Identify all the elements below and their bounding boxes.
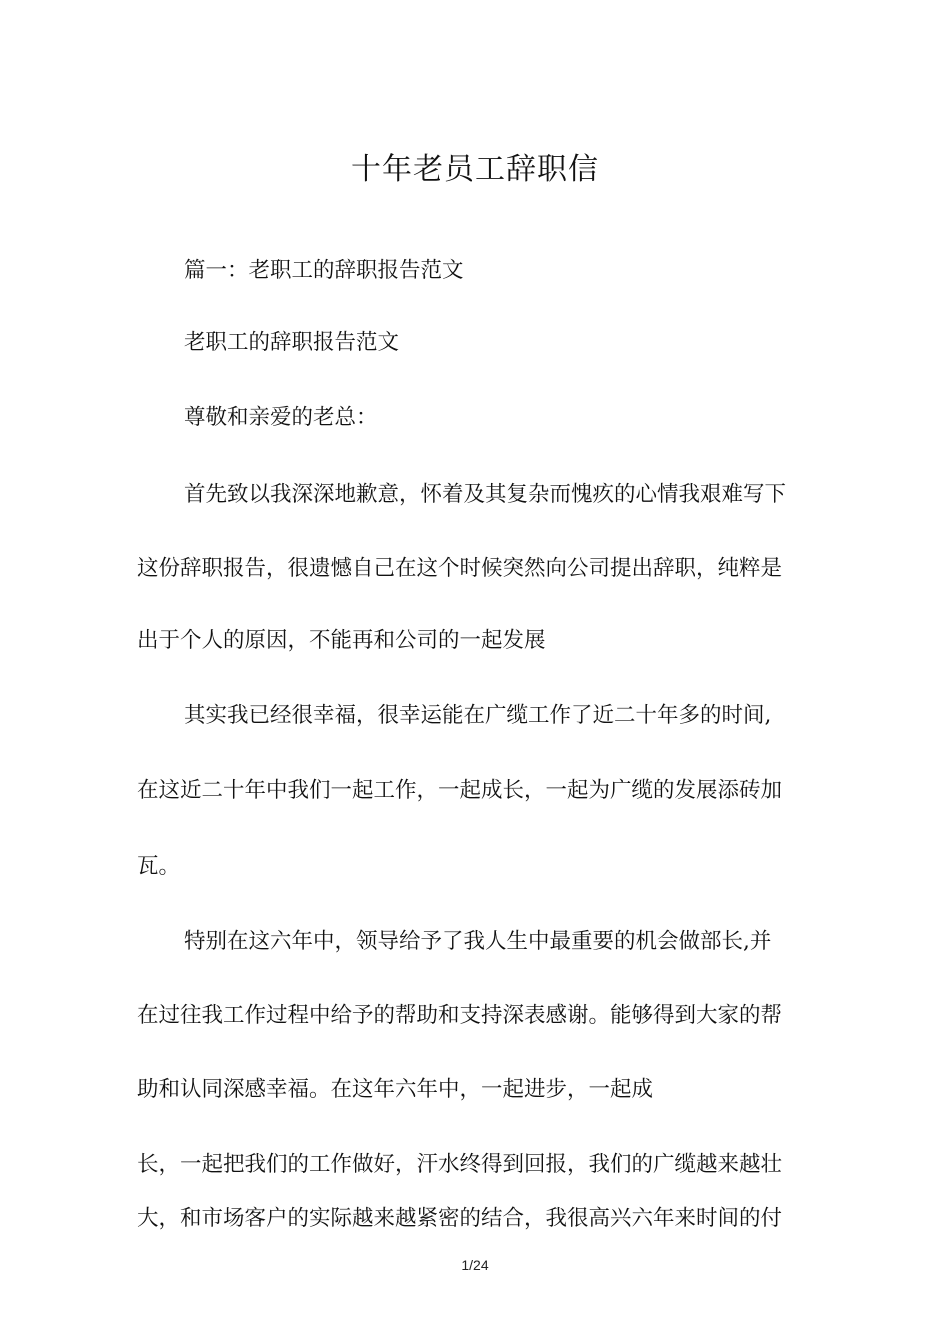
paragraph-line: 首先致以我深深地歉意，怀着及其复杂而愧疚的心情我艰难写下 (184, 482, 787, 507)
paragraph-line: 篇一：老职工的辞职报告范文 (184, 258, 464, 283)
paragraph-line: 其实我已经很幸福，很幸运能在广缆工作了近二十年多的时间, (184, 703, 772, 728)
paragraph-line: 老职工的辞职报告范文 (184, 330, 400, 355)
paragraph-line: 特别在这六年中，领导给予了我人生中最重要的机会做部长,并 (184, 929, 772, 954)
paragraph-line: 尊敬和亲爱的老总： (184, 405, 378, 430)
document-title: 十年老员工辞职信 (351, 152, 599, 187)
paragraph-line: 出于个人的原因，不能再和公司的一起发展 (137, 628, 546, 653)
paragraph-line: 这份辞职报告，很遗憾自己在这个时候突然向公司提出辞职，纯粹是 (137, 556, 783, 581)
paragraph-line: 大，和市场客户的实际越来越紧密的结合，我很高兴六年来时间的付 (137, 1206, 783, 1231)
paragraph-line: 在这近二十年中我们一起工作，一起成长，一起为广缆的发展添砖加 (137, 778, 783, 803)
paragraph-line: 长，一起把我们的工作做好，汗水终得到回报，我们的广缆越来越壮 (137, 1152, 783, 1177)
paragraph-line: 助和认同深感幸福。在这年六年中，一起进步，一起成 (137, 1077, 654, 1102)
paragraph-line: 在过往我工作过程中给予的帮助和支持深表感谢。能够得到大家的帮 (137, 1003, 783, 1028)
paragraph-line: 瓦。 (137, 854, 181, 879)
page-number: 1/24 (461, 1257, 489, 1273)
